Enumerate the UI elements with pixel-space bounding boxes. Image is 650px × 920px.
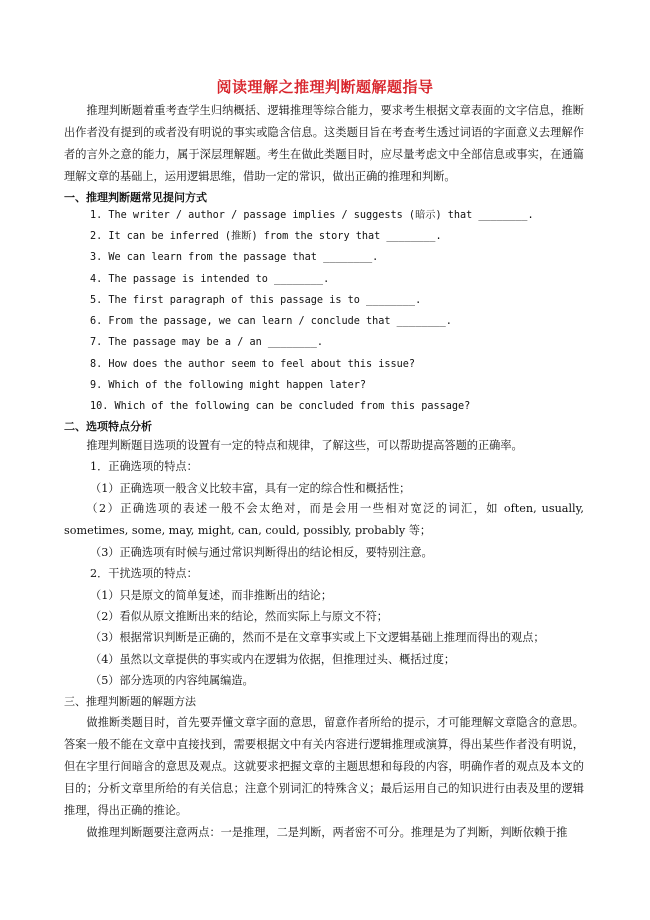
section2-intro: 推理判断题目选项的设置有一定的特点和规律，了解这些，可以帮助提高答题的正确率。 [86, 439, 523, 452]
question-item: 3. We can learn from the passage that ________. [90, 252, 379, 263]
distractor-item: （1）只是原文的简单复述，而非推断出的结论； [90, 589, 333, 602]
question-item: 5. The first paragraph of this passage is to ________. [90, 295, 422, 306]
distractor-item: （3）根据常识判断是正确的，然而不是在文章事实或上下文逻辑基础上推理而得出的观点； [90, 631, 545, 644]
question-item: 6. From the passage, we can learn / conclude that ________. [90, 316, 452, 327]
question-item: 7. The passage may be a / an ________. [90, 337, 324, 348]
intro-paragraph: 推理判断题着重考查学生归纳概括、逻辑推理等综合能力，要求考生根据文章表面的文字信息，推断出作者没有提到的或者没有明说的事实或隐含信息。这类题目旨在考查考生透过词语的字面意义去理解作者的言外之意的能力，属于深层理解题。考生在做此类题目时，应尽量考虑文中全部信息或事实，在通篇理解文章的基础上，运用逻辑思维，借助一定的常识，做出正确的推理和判断。 [64, 104, 584, 183]
section3-paragraph: 做推断类题目时，首先要弄懂文章字面的意思，留意作者所给的提示，才可能理解文章隐含的意思。答案一般不能在文章中直接找到，需要根据文中有关内容进行逻辑推理或演算，得出某些作者没有明说，但在字里行间暗含的意思及观点。这就要求把握文章的主题思想和每段的内容，明确作者的观点及本文的目的；分析文章里所给的有关信息；注意个别词汇的特殊含义；最后运用自己的知识进行由表及里的逻辑推理，得出正确的推论。 [64, 716, 584, 817]
correct-item: （3）正确选项有时候与通过常识判断得出的结论相反，要特别注意。 [90, 546, 433, 559]
page-title: 阅读理解之推理判断题解题指导 [216, 78, 434, 96]
distractor-item: （4）虽然以文章提供的事实或内在逻辑为依据，但推理过头、概括过度； [90, 653, 456, 666]
correct-item: （2）正确选项的表述一般不会太绝对，而是会用一些相对宽泛的词汇，如 often, usually, sometimes, some, may, might, can, could, possibly, probably 等； [64, 502, 584, 537]
section1-heading: 一、推理判断题常见提问方式 [64, 191, 207, 204]
question-item: 9. Which of the following might happen later? [90, 380, 367, 391]
question-item: 1. The writer / author / passage implies / suggests (暗示) that ________. [90, 210, 534, 221]
question-item: 10. Which of the following can be concluded from this passage? [90, 401, 471, 412]
distractor-heading: 2．干扰选项的特点： [90, 567, 198, 580]
correct-options-heading: 1．正确选项的特点： [90, 460, 198, 473]
distractor-item: （2）看似从原文推断出来的结论，然而实际上与原文不符； [90, 610, 388, 623]
question-item: 8. How does the author seem to feel about this issue? [90, 359, 416, 370]
section3-paragraph: 做推理判断题要注意两点：一是推理，二是判断，两者密不可分。推理是为了判断，判断依赖于推 [86, 826, 568, 839]
section2-heading: 二、选项特点分析 [64, 420, 152, 433]
section3-heading: 三、推理判断题的解题方法 [64, 695, 196, 708]
correct-item: （1）正确选项一般含义比较丰富，具有一定的综合性和概括性； [90, 482, 411, 495]
distractor-item: （5）部分选项的内容纯属编造。 [90, 674, 254, 687]
question-item: 4. The passage is intended to ________. [90, 274, 330, 285]
question-item: 2. It can be inferred (推断) from the story that ________. [90, 231, 442, 242]
